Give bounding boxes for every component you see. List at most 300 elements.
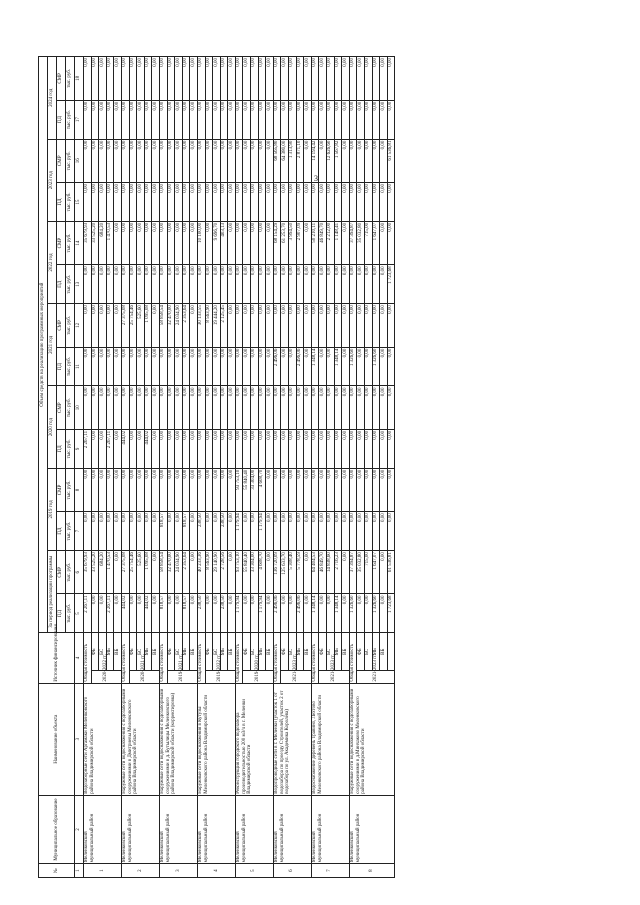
amount-cell: 444,02: [121, 429, 129, 468]
amount-cell: 1 470,53: [106, 221, 114, 264]
amount-cell: 0,00: [159, 265, 167, 304]
amount-cell: 0,00: [152, 512, 160, 551]
amount-cell: 0,00: [304, 100, 312, 139]
amount-cell: 0,00: [380, 100, 388, 139]
amount-cell: 2 871,10: [296, 139, 304, 182]
amount-cell: 0,00: [273, 429, 281, 468]
amount-cell: 0,00: [220, 429, 228, 468]
amount-cell: 0,00: [167, 594, 175, 633]
amount-cell: 0,00: [311, 468, 319, 511]
amount-cell: 0,00: [327, 100, 335, 139]
funding-source: [387, 633, 395, 671]
amount-cell: 0,00: [213, 594, 221, 633]
year-header: 2020 год: [48, 386, 57, 468]
table-row: [235, 57, 243, 878]
amount-cell: 444,02: [144, 429, 152, 468]
amount-cell: 0,00: [114, 551, 122, 594]
municipality-name: Меленковский муниципальный район: [197, 795, 235, 864]
amount-cell: 0,00: [129, 100, 137, 139]
amount-cell: 0,00: [319, 512, 327, 551]
amount-cell: 444,02: [144, 594, 152, 633]
amount-cell: 0,00: [137, 386, 145, 429]
amount-cell: 0,00: [159, 468, 167, 511]
amount-cell: 715,00: [364, 221, 372, 264]
amount-cell: 0,00: [372, 304, 380, 347]
amount-cell: 0,00: [304, 221, 312, 264]
amount-cell: 0,00: [190, 183, 198, 222]
amount-cell: 0,00: [349, 386, 357, 429]
col-mo-header: Муниципальное образование: [39, 795, 75, 864]
amount-cell: 0,00: [319, 139, 327, 182]
amount-cell: 0,00: [152, 221, 160, 264]
amount-cell: 1 348,14: [311, 594, 319, 633]
amount-cell: 0,00: [91, 594, 99, 633]
amount-cell: 0,00: [235, 265, 243, 304]
amount-cell: 0,00: [144, 468, 152, 511]
amount-cell: 0,00: [159, 139, 167, 182]
amount-cell: 0,00: [91, 429, 99, 468]
amount-cell: 0,00: [182, 139, 190, 182]
amount-cell: 0,00: [213, 512, 221, 551]
amount-cell: 0,00: [387, 100, 395, 139]
amount-cell: 0,00: [364, 468, 372, 511]
amount-cell: 818,57: [182, 512, 190, 551]
amount-cell: 0,00: [175, 265, 183, 304]
amount-cell: 0,00: [273, 468, 281, 511]
amount-cell: 0,00: [190, 221, 198, 264]
amount-cell: 0,00: [296, 265, 304, 304]
funding-source: ВБ: [266, 633, 274, 671]
amount-cell: 93 753,10: [235, 468, 243, 511]
amount-cell: 0,00: [266, 100, 274, 139]
amount-cell: 0,00: [114, 594, 122, 633]
amount-cell: 0,00: [311, 304, 319, 347]
amount-cell: 0,00: [387, 57, 395, 101]
amount-cell: 0,00: [220, 139, 228, 182]
amount-cell: 0,00: [99, 429, 107, 468]
amount-cell: 1 326,60: [372, 347, 380, 386]
amount-cell: 0,00: [349, 139, 357, 182]
amount-cell: 0,00: [182, 347, 190, 386]
amount-cell: 0,00: [364, 347, 372, 386]
amount-cell: 0,00: [159, 347, 167, 386]
amount-cell: 0,00: [91, 386, 99, 429]
funding-source: МБ: [258, 633, 266, 671]
amount-cell: 0,00: [144, 347, 152, 386]
amount-cell: 0,00: [167, 429, 175, 468]
amount-cell: 0,00: [327, 57, 335, 101]
amount-cell: 0,00: [296, 57, 304, 101]
amount-cell: 0,00: [129, 468, 137, 511]
amount-cell: 0,00: [281, 265, 289, 304]
amount-cell: 0,00: [228, 594, 236, 633]
amount-cell: 0,00: [205, 221, 213, 264]
amount-cell: 0,00: [190, 594, 198, 633]
amount-cell: 0,00: [144, 265, 152, 304]
object-name: Водозаборные сети Аргамаки Меленковского района Владимирской области: [84, 683, 122, 795]
amount-cell: 0,00: [152, 265, 160, 304]
column-number: 14: [75, 221, 84, 264]
amount-cell: 0,00: [372, 57, 380, 101]
amount-cell: 0,00: [380, 468, 388, 511]
funding-source: ФБ: [129, 633, 137, 671]
amount-cell: 0,00: [235, 304, 243, 347]
table-row: [197, 57, 205, 878]
amount-cell: 0,00: [251, 429, 259, 468]
amount-cell: 0,00: [228, 468, 236, 511]
amount-cell: 0,00: [235, 57, 243, 101]
column-number: 1: [75, 864, 84, 878]
amount-cell: 0,00: [281, 594, 289, 633]
amount-cell: 0,00: [319, 265, 327, 304]
amount-cell: 2 125,45: [220, 304, 228, 347]
unit-header: тыс. руб.: [66, 139, 75, 182]
amount-cell: 0,00: [266, 429, 274, 468]
amount-cell: 0,00: [91, 347, 99, 386]
amount-cell: 30 133,55: [197, 304, 205, 347]
amount-cell: 0,00: [121, 512, 129, 551]
amount-cell: 0,00: [266, 265, 274, 304]
amount-cell: 9 696,70: [213, 221, 221, 264]
amount-cell: 0,00: [220, 386, 228, 429]
amount-cell: 0,00: [99, 265, 107, 304]
amount-cell: 0,00: [266, 304, 274, 347]
amount-cell: 0,00: [182, 386, 190, 429]
amount-cell: 0,00: [304, 512, 312, 551]
amount-cell: 0,00: [91, 183, 99, 222]
amount-cell: 0,00: [175, 594, 183, 633]
amount-cell: 0,00: [380, 512, 388, 551]
amount-cell: 14 194,42: [311, 139, 319, 182]
amount-cell: 0,00: [213, 429, 221, 468]
amount-cell: 1 095,08: [144, 304, 152, 347]
amount-cell: 0,00: [106, 183, 114, 222]
amount-cell: 0,00: [364, 304, 372, 347]
funding-source: Общая стоимость: [311, 633, 319, 683]
amount-cell: 0,00: [349, 468, 357, 511]
amount-cell: 61 253,70: [281, 221, 289, 264]
funding-source: Общая стоимость: [349, 633, 357, 683]
amount-cell: 0,00: [304, 183, 312, 222]
amount-cell: 5 778,59: [296, 551, 304, 594]
period-label: 2019-2021 гг.: [167, 671, 197, 684]
amount-cell: 1 647,07: [372, 221, 380, 264]
amount-cell: 0,00: [273, 57, 281, 101]
amount-cell: 0,00: [380, 139, 388, 182]
amount-cell: 0,00: [182, 468, 190, 511]
amount-cell: 0,00: [99, 139, 107, 182]
amount-cell: 64 404,53: [311, 551, 319, 594]
amount-cell: 0,00: [175, 221, 183, 264]
funding-source: ВБ: [342, 633, 350, 671]
amount-cell: 0,00: [289, 57, 297, 101]
funding-source: БС: [251, 633, 259, 671]
amount-cell: 0,00: [235, 386, 243, 429]
funding-source: ВБ: [190, 633, 198, 671]
column-number: 10: [75, 386, 84, 429]
amount-cell: 2 267,11: [106, 594, 114, 633]
amount-cell: 0,00: [129, 386, 137, 429]
amount-cell: 0,00: [342, 304, 350, 347]
col-object-header: Наименование объекта: [39, 683, 75, 795]
amount-cell: 0,00: [152, 57, 160, 101]
period-label: 2019-2022 гг.: [205, 671, 235, 684]
amount-cell: 0,00: [273, 386, 281, 429]
funding-source: ВБ: [152, 633, 160, 671]
amount-cell: 4 608,70: [258, 551, 266, 594]
column-number: 15: [75, 183, 84, 222]
row-number: 8: [349, 864, 395, 878]
funding-source: МБ: [182, 633, 190, 671]
amount-cell: 0,00: [281, 512, 289, 551]
amount-cell: 0,00: [273, 512, 281, 551]
column-number: 11: [75, 347, 84, 386]
amount-cell: 0,00: [304, 468, 312, 511]
amount-cell: 0,00: [334, 386, 342, 429]
amount-cell: 0,00: [304, 551, 312, 594]
amount-cell: 0,00: [311, 429, 319, 468]
amount-cell: 0,00: [380, 221, 388, 264]
amount-cell: 0,00: [258, 429, 266, 468]
amount-cell: 0,00: [91, 139, 99, 182]
unit-header: тыс. руб.: [66, 304, 75, 347]
amount-cell: 0,00: [342, 265, 350, 304]
municipality-name: Меленковский муниципальный район: [273, 795, 311, 864]
amount-cell: 444,02: [121, 594, 129, 633]
amount-cell: 0,00: [159, 100, 167, 139]
amount-cell: 1 723,68: [387, 265, 395, 304]
amount-cell: 0,00: [228, 221, 236, 264]
amount-cell: 0,00: [357, 304, 365, 347]
amount-cell: 0,00: [319, 183, 327, 222]
amount-cell: 0,00: [213, 468, 221, 511]
amount-cell: 0,00: [243, 100, 251, 139]
object-name: Реконструкция городского водозабора производительностью 200 м3/ч в г. Меленки Владимирской области: [235, 683, 273, 795]
unit-header: тыс. руб.: [66, 57, 75, 101]
amount-cell: 0,00: [364, 57, 372, 101]
amount-cell: 0,00: [84, 304, 92, 347]
column-number: 5: [75, 594, 84, 633]
funding-source: МБ: [220, 633, 228, 671]
amount-cell: 2 267,11: [106, 429, 114, 468]
column-number: 2: [75, 795, 84, 864]
amount-cell: 0,00: [190, 512, 198, 551]
amount-cell: 2 728,56: [220, 551, 228, 594]
amount-cell: 0,00: [121, 139, 129, 182]
amount-cell: 0,00: [364, 183, 372, 222]
amount-cell: 0,00: [281, 100, 289, 139]
amount-cell: 2 496,06: [296, 347, 304, 386]
amount-cell: 0,00: [304, 429, 312, 468]
amount-cell: 1 723,68: [387, 594, 395, 633]
amount-cell: 0,00: [129, 221, 137, 264]
amount-cell: 0,00: [289, 304, 297, 347]
amount-cell: 0,00: [319, 304, 327, 347]
municipality-name: Меленковский муниципальный район: [121, 795, 159, 864]
amount-cell: 0,00: [121, 183, 129, 222]
year-header: 2019 год: [48, 468, 57, 550]
amount-cell: 0,00: [175, 100, 183, 139]
smr-header: СМР: [57, 221, 66, 264]
amount-cell: 0,00: [129, 594, 137, 633]
amount-cell: 0,00: [342, 551, 350, 594]
amount-cell: 0,00: [243, 57, 251, 101]
colnum-row: [75, 57, 84, 878]
amount-cell: 0,00: [387, 386, 395, 429]
page-number: 3: [314, 174, 318, 183]
amount-cell: 24 034,90: [175, 551, 183, 594]
amount-cell: 0,00: [91, 57, 99, 101]
amount-cell: 0,00: [167, 386, 175, 429]
amount-cell: 0,00: [334, 429, 342, 468]
amount-cell: 136 720,09: [273, 551, 281, 594]
amount-cell: 0,00: [243, 304, 251, 347]
amount-cell: 3 994,50: [289, 221, 297, 264]
amount-cell: 0,00: [129, 139, 137, 182]
object-name: Наружные сети водоснабжения в Кутузы Меленковского района Владимирской области: [197, 683, 235, 795]
unit-header: тыс. руб.: [66, 386, 75, 429]
municipality-name: Меленковский муниципальный район: [159, 795, 197, 864]
amount-cell: 0,00: [349, 183, 357, 222]
amount-cell: 525,60: [137, 551, 145, 594]
amount-cell: 0,00: [190, 468, 198, 511]
amount-cell: 0,00: [121, 57, 129, 101]
amount-cell: 0,00: [205, 594, 213, 633]
amount-cell: 0,00: [327, 386, 335, 429]
amount-cell: 0,00: [273, 183, 281, 222]
amount-cell: 0,00: [205, 57, 213, 101]
pd-header: ПД: [57, 265, 66, 304]
amount-cell: 32 470,00: [167, 304, 175, 347]
amount-cell: 0,00: [114, 183, 122, 222]
year-header: 2023 год: [48, 139, 57, 221]
amount-cell: 46 849,70: [319, 551, 327, 594]
funding-source: Общая стоимость: [121, 633, 129, 683]
amount-cell: 0,00: [235, 183, 243, 222]
amount-cell: 0,00: [319, 386, 327, 429]
amount-cell: 0,00: [159, 429, 167, 468]
amount-cell: 0,00: [152, 551, 160, 594]
amount-cell: 2 496,06: [273, 594, 281, 633]
amount-cell: 1 326,60: [349, 347, 357, 386]
amount-cell: 0,00: [266, 386, 274, 429]
period-label: 2019-2020 гг.: [243, 671, 273, 684]
amount-cell: 1 179,94: [258, 594, 266, 633]
amount-cell: 0,00: [380, 183, 388, 222]
amount-cell: 0,00: [114, 100, 122, 139]
funding-source: МБ: [372, 633, 380, 671]
amount-cell: 58 858,54: [159, 304, 167, 347]
amount-cell: 0,00: [167, 100, 175, 139]
amount-cell: 0,00: [182, 183, 190, 222]
amount-cell: 0,00: [175, 468, 183, 511]
amount-cell: 0,00: [175, 139, 183, 182]
amount-cell: 0,00: [364, 139, 372, 182]
amount-cell: 37 394,87: [349, 221, 357, 264]
amount-cell: 0,00: [129, 183, 137, 222]
amount-cell: 0,00: [137, 512, 145, 551]
smr-header: СМР: [57, 551, 66, 594]
funding-source: Общая стоимость: [84, 633, 92, 683]
amount-cell: 0,00: [228, 100, 236, 139]
amount-cell: 0,00: [228, 551, 236, 594]
funding-source: МБ: [334, 633, 342, 671]
amount-cell: 0,00: [167, 347, 175, 386]
amount-cell: 0,00: [175, 386, 183, 429]
amount-cell: 1 348,14: [334, 347, 342, 386]
amount-cell: 0,00: [197, 468, 205, 511]
amount-cell: 0,00: [114, 265, 122, 304]
amount-cell: 0,00: [281, 183, 289, 222]
amount-cell: 0,00: [334, 100, 342, 139]
amount-cell: 0,00: [190, 139, 198, 182]
amount-cell: 0,00: [84, 512, 92, 551]
amount-cell: 0,00: [228, 386, 236, 429]
amount-cell: 0,00: [190, 551, 198, 594]
program-table: [38, 56, 395, 878]
amount-cell: 0,00: [273, 100, 281, 139]
amount-cell: 40 233,36: [197, 551, 205, 594]
amount-cell: 0,00: [190, 429, 198, 468]
amount-cell: 14 838,60: [327, 551, 335, 594]
amount-cell: 0,00: [304, 386, 312, 429]
amount-cell: 0,00: [289, 347, 297, 386]
amount-cell: 0,00: [197, 347, 205, 386]
amount-cell: 0,00: [106, 468, 114, 511]
amount-cell: 46 849,70: [319, 221, 327, 264]
object-name: Водопроводные сети в г. Меленки (участок 1 от водозабора по проезду Строителей, участок 2 от водозабора по ул. Академика Королёва): [273, 683, 311, 795]
amount-cell: 0,00: [129, 57, 137, 101]
amount-cell: 0,00: [364, 512, 372, 551]
amount-cell: 0,00: [91, 468, 99, 511]
amount-cell: 0,00: [152, 139, 160, 182]
amount-cell: 1 095,08: [144, 551, 152, 594]
amount-cell: 0,00: [228, 347, 236, 386]
table-body: [84, 57, 395, 878]
amount-cell: 0,00: [327, 468, 335, 511]
amount-cell: 0,00: [296, 512, 304, 551]
amount-cell: 0,00: [243, 386, 251, 429]
table-row: [84, 57, 92, 878]
amount-cell: 24 034,90: [175, 304, 183, 347]
amount-cell: 35 032,80: [357, 221, 365, 264]
amount-cell: 0,00: [251, 57, 259, 101]
amount-cell: 0,00: [243, 221, 251, 264]
amount-cell: 0,00: [175, 512, 183, 551]
amount-cell: 0,00: [228, 265, 236, 304]
amount-cell: 27 375,08: [121, 551, 129, 594]
amount-cell: 0,00: [137, 183, 145, 222]
amount-cell: 0,00: [327, 183, 335, 222]
amount-cell: 0,00: [197, 100, 205, 139]
amount-cell: 0,00: [357, 57, 365, 101]
amount-cell: 0,00: [106, 347, 114, 386]
amount-cell: 0,00: [342, 512, 350, 551]
amount-cell: 0,00: [220, 265, 228, 304]
amount-cell: 0,00: [342, 100, 350, 139]
amount-cell: 0,00: [205, 100, 213, 139]
amount-cell: 0,00: [304, 304, 312, 347]
amount-cell: 0,00: [144, 512, 152, 551]
amount-cell: 0,00: [334, 304, 342, 347]
amount-cell: 0,00: [137, 429, 145, 468]
amount-cell: 0,00: [327, 265, 335, 304]
amount-cell: 0,00: [99, 183, 107, 222]
budget-header: Объем средств на реализацию программных мероприятий: [39, 57, 48, 633]
amount-cell: 0,00: [281, 386, 289, 429]
amount-cell: 0,00: [387, 183, 395, 222]
column-number: 4: [75, 633, 84, 683]
